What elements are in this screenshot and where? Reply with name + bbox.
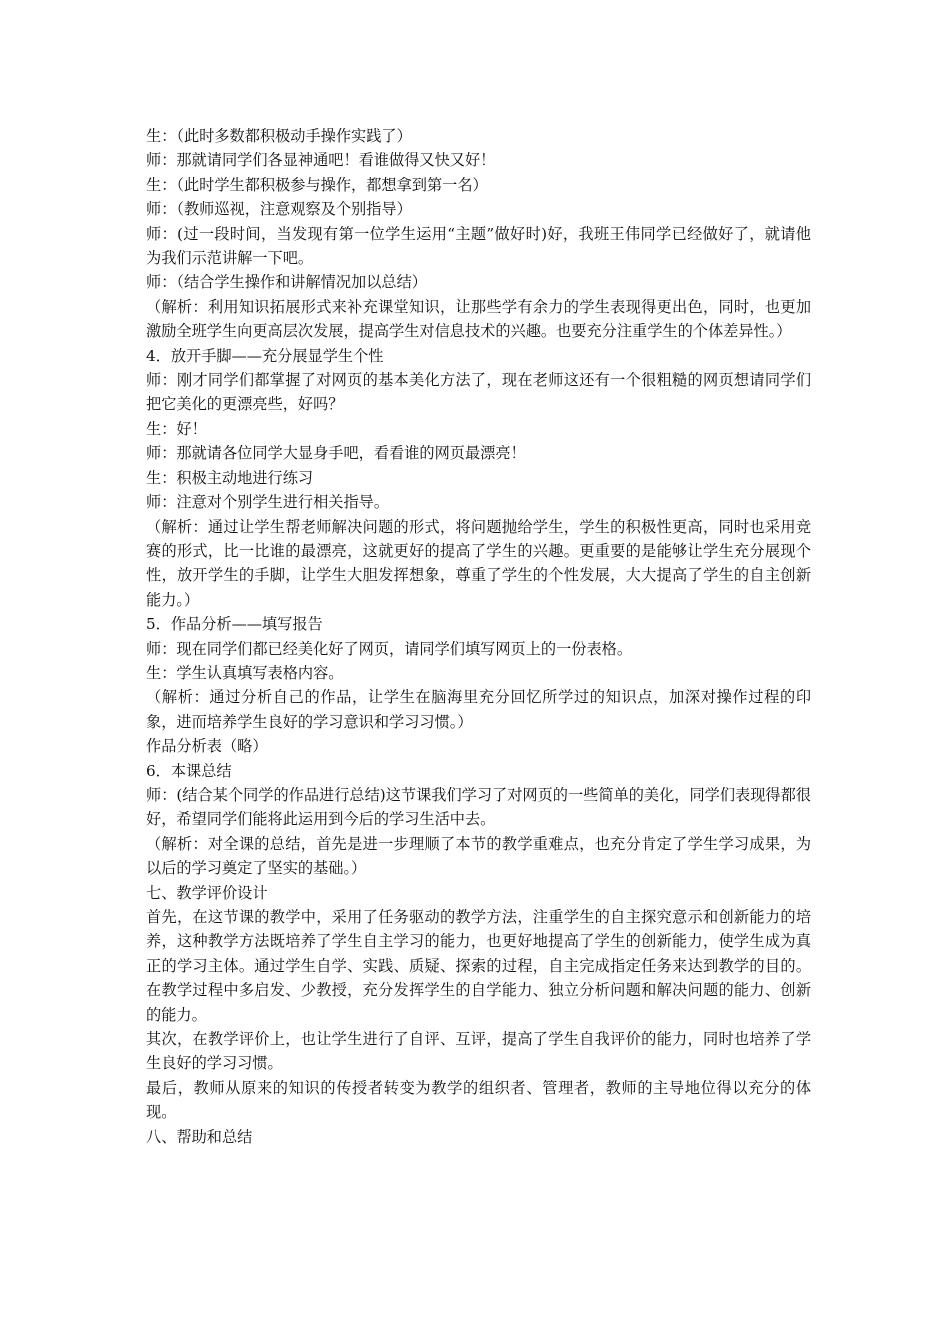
analysis-note: （解析：通过让学生帮老师解决问题的形式，将问题抛给学生，学生的积极性更高，同时也采用竞赛的形式，比一比谁的最漂亮，这就更好的提高了学生的兴趣。更重要的是能够让学生充分展现个性，放开学生的手脚，让学生大胆发挥想象，尊重了学生的个性发展，大大提高了学生的自主创新能力。）	[146, 517, 811, 609]
dialogue-line: 师：（教师巡视，注意观察及个别指导）	[146, 200, 412, 219]
dialogue-line: 师：(结合某个同学的作品进行总结)这节课我们学习了对网页的一些简单的美化，同学们表现得都很好，希望同学们能将此运用到今后的学习生活中去。	[146, 785, 811, 829]
dialogue-line: 师：（结合学生操作和讲解情况加以总结）	[146, 273, 427, 292]
dialogue-line: 师：那就请同学们各显神通吧！看谁做得又快又好！	[146, 151, 496, 170]
dialogue-line: 生：（此时多数都积极动手操作实践了）	[146, 127, 412, 145]
dialogue-line: 生：学生认真填写表格内容。	[146, 663, 344, 682]
dialogue-line: 师：那就请各位同学大显身手吧，看看谁的网页最漂亮！	[146, 444, 526, 463]
dialogue-line: 师：(过一段时间，当发现有第一位学生运用“主题”做好时)好，我班王伟同学已经做好了，就请他为我们示范讲解一下吧。	[146, 224, 811, 268]
chapter-heading: 八、帮助和总结	[146, 1127, 253, 1146]
analysis-note: （解析：通过分析自己的作品，让学生在脑海里充分回忆所学过的知识点，加深对操作过程的印象，进而培养学生良好的学习意识和学习习惯。）	[146, 688, 811, 731]
chapter-heading: 七、教学评价设计	[146, 883, 268, 902]
section-heading: 5．作品分析——填写报告	[146, 615, 323, 634]
section-heading: 4．放开手脚——充分展显学生个性	[146, 346, 384, 365]
body-text: 首先，在这节课的教学中，采用了任务驱动的教学方法，注重学生的自主探究意示和创新能力的培养，这种教学方法既培养了学生自主学习的能力，也更好地提高了学生的创新能力，使学生成为真正的学习主体。通过学生自学、实践、质疑、探索的过程，自主完成指定任务来达到教学的目的。在教学过程中多启发、少教授，充分发挥学生的自学能力、独立分析问题和解决问题的能力、创新的能力。	[146, 908, 811, 1024]
dialogue-line: 师：现在同学们都已经美化好了网页，请同学们填写网页上的一份表格。	[146, 639, 632, 658]
section-heading: 6．本课总结	[146, 761, 232, 780]
document-page	[146, 124, 811, 1149]
analysis-note: （解析：利用知识拓展形式来补充课堂知识，让那些学有余力的学生表现得更出色，同时，也更加激励全班学生向更高层次发展，提高学生对信息技术的兴趣。也要充分注重学生的个体差异性。）	[146, 297, 811, 341]
body-text: 作品分析表（略）	[146, 737, 268, 756]
dialogue-line: 生：积极主动地进行练习	[146, 468, 314, 487]
body-text: 最后，教师从原来的知识的传授者转变为教学的组织者、管理者，教师的主导地位得以充分的体现。	[146, 1078, 811, 1122]
dialogue-line: 师：刚才同学们都掌握了对网页的基本美化方法了，现在老师这还有一个很粗糙的网页想请同学们把它美化的更漂亮些，好吗？	[146, 371, 811, 414]
dialogue-line: 生：（此时学生都积极参与操作，都想拿到第一名）	[146, 175, 488, 194]
body-text: 其次，在教学评价上，也让学生进行了自评、互评，提高了学生自我评价的能力，同时也培养了学生良好的学习习惯。	[146, 1030, 811, 1073]
analysis-note: （解析：对全课的总结，首先是进一步理顺了本节的教学重难点，也充分肯定了学生学习成果，为以后的学习奠定了坚实的基础。）	[146, 834, 811, 878]
dialogue-line: 生：好！	[146, 419, 207, 438]
dialogue-line: 师：注意对个别学生进行相关指导。	[146, 493, 389, 512]
